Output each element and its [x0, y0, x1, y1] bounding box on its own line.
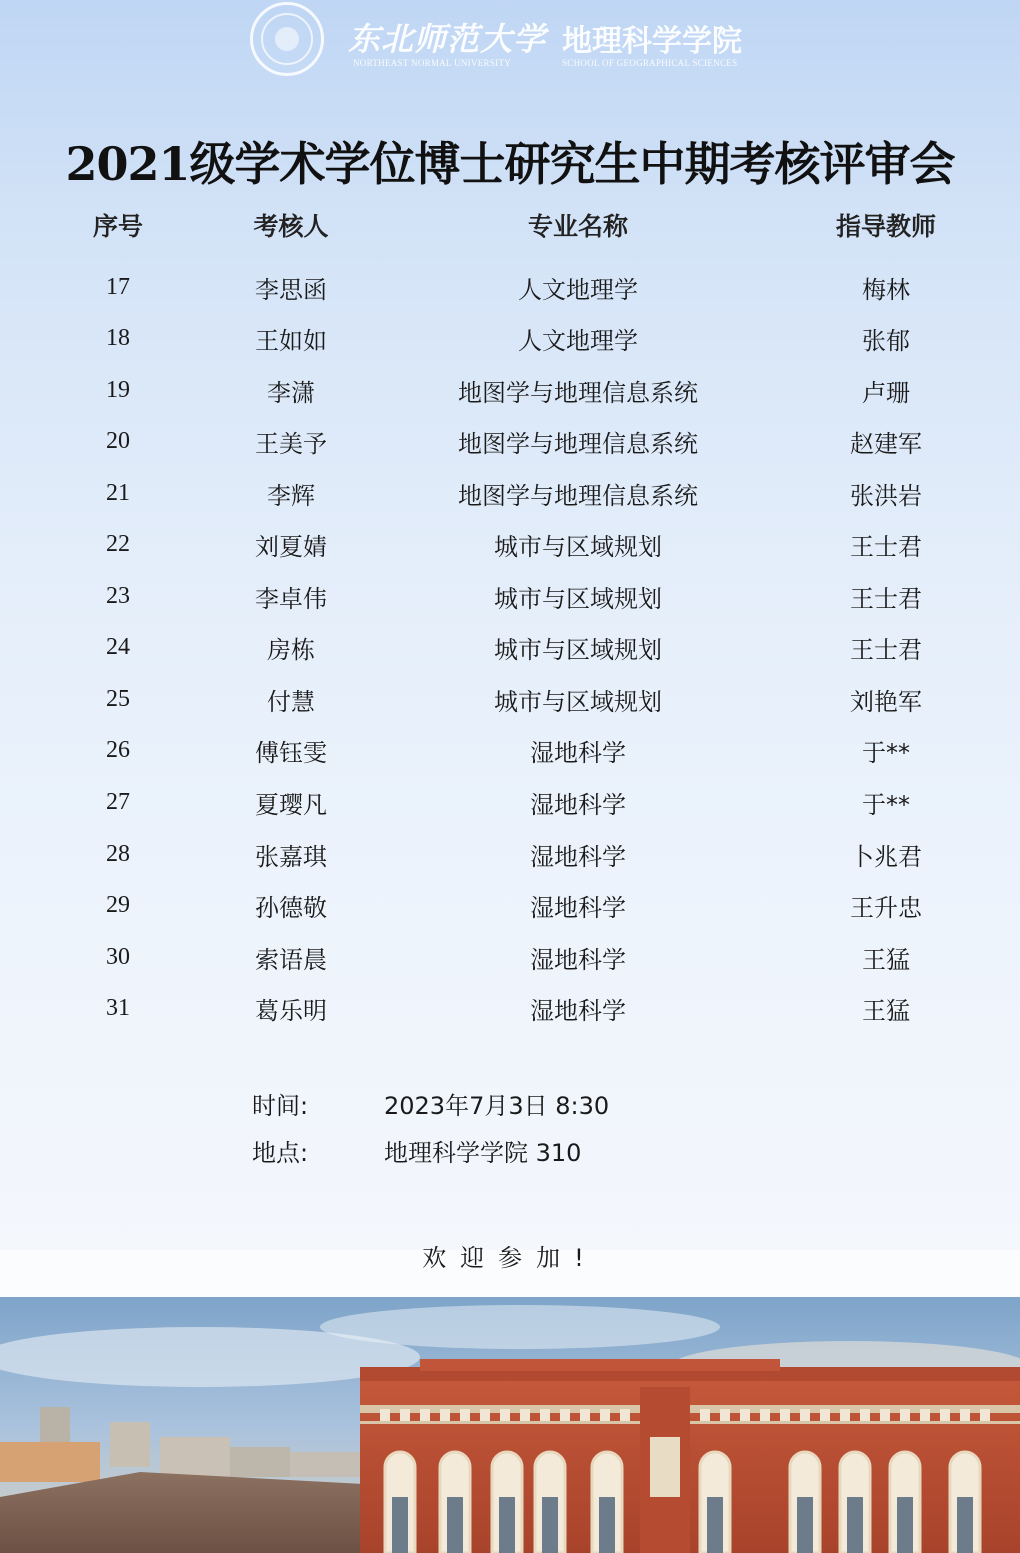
table-row [0, 682, 1020, 722]
row-major: 湿地科学 [530, 791, 626, 819]
row-major: 地图学与地理信息系统 [458, 430, 698, 458]
row-name: 索语晨 [255, 946, 327, 974]
table-row [0, 270, 1020, 310]
row-advisor: 于** [862, 739, 910, 767]
table-row [0, 733, 1020, 773]
row-name: 李潇 [267, 379, 315, 407]
time-value: 2023年7月3日 8:30 [384, 1092, 610, 1120]
row-name: 王美予 [255, 430, 327, 458]
place-value: 地理科学学院 310 [384, 1139, 582, 1167]
row-name: 夏璎凡 [255, 791, 327, 819]
row-number: 19 [106, 377, 130, 403]
school-name-en: SCHOOL OF GEOGRAPHICAL SCIENCES [562, 58, 738, 68]
header-major: 专业名称 [527, 212, 628, 241]
row-name: 张嘉琪 [255, 843, 327, 871]
row-name: 王如如 [255, 327, 327, 355]
header-name: 考核人 [253, 212, 329, 241]
row-major: 城市与区域规划 [494, 585, 662, 613]
row-advisor: 刘艳军 [850, 688, 922, 716]
row-advisor: 王士君 [850, 585, 922, 613]
header-number: 序号 [92, 212, 143, 241]
row-advisor: 王士君 [850, 636, 922, 664]
row-number: 25 [106, 686, 130, 712]
time-label: 时间: [252, 1092, 309, 1120]
row-major: 人文地理学 [518, 276, 638, 304]
table-row [0, 940, 1020, 980]
row-name: 孙德敬 [255, 894, 327, 922]
school-name-cn: 地理科学学院 [562, 24, 742, 59]
university-name-cn: 东北师范大学 [348, 20, 547, 58]
row-major: 湿地科学 [530, 843, 626, 871]
row-number: 31 [106, 995, 130, 1021]
table-row [0, 579, 1020, 619]
row-number: 21 [106, 480, 130, 506]
row-advisor: 于** [862, 791, 910, 819]
row-advisor: 王士君 [850, 533, 922, 561]
row-advisor: 张郁 [862, 327, 910, 355]
row-name: 李辉 [267, 482, 315, 510]
university-seal-icon [250, 2, 324, 76]
header-advisor: 指导教师 [835, 212, 936, 241]
table-row [0, 476, 1020, 516]
row-major: 湿地科学 [530, 894, 626, 922]
table-row [0, 527, 1020, 567]
row-major: 城市与区域规划 [494, 688, 662, 716]
page-title: 2021级学术学位博士研究生中期考核评审会 [65, 137, 955, 191]
university-name-en: NORTHEAST NORMAL UNIVERSITY [353, 58, 512, 68]
row-advisor: 卢珊 [862, 379, 910, 407]
row-advisor: 卜兆君 [850, 843, 922, 871]
welcome-text: 欢迎参加! [422, 1244, 598, 1272]
row-advisor: 王猛 [862, 997, 910, 1025]
row-major: 城市与区域规划 [494, 533, 662, 561]
campus-building-photo [0, 1297, 1020, 1553]
row-major: 地图学与地理信息系统 [458, 379, 698, 407]
row-name: 付慧 [267, 688, 315, 716]
row-major: 地图学与地理信息系统 [458, 482, 698, 510]
row-major: 人文地理学 [518, 327, 638, 355]
row-advisor: 王升忠 [850, 894, 922, 922]
row-number: 30 [106, 944, 130, 970]
row-number: 28 [106, 841, 130, 867]
row-number: 22 [106, 531, 130, 557]
row-name: 葛乐明 [255, 997, 327, 1025]
table-row [0, 837, 1020, 877]
row-advisor: 王猛 [862, 946, 910, 974]
table-row [0, 373, 1020, 413]
table-row [0, 321, 1020, 361]
row-number: 26 [106, 737, 130, 763]
table-row [0, 424, 1020, 464]
place-label: 地点: [252, 1139, 309, 1167]
row-name: 刘夏婧 [255, 533, 327, 561]
row-name: 傅钰雯 [255, 739, 327, 767]
row-number: 17 [106, 274, 130, 300]
row-name: 房栋 [267, 636, 315, 664]
row-number: 23 [106, 583, 130, 609]
row-advisor: 张洪岩 [850, 482, 922, 510]
row-number: 18 [106, 325, 130, 351]
row-major: 湿地科学 [530, 946, 626, 974]
row-major: 城市与区域规划 [494, 636, 662, 664]
table-row [0, 630, 1020, 670]
row-major: 湿地科学 [530, 997, 626, 1025]
row-major: 湿地科学 [530, 739, 626, 767]
row-advisor: 梅林 [862, 276, 910, 304]
row-name: 李思函 [255, 276, 327, 304]
table-row [0, 785, 1020, 825]
row-number: 29 [106, 892, 130, 918]
row-name: 李卓伟 [255, 585, 327, 613]
row-number: 20 [106, 428, 130, 454]
row-number: 24 [106, 634, 130, 660]
table-row [0, 991, 1020, 1031]
row-advisor: 赵建军 [850, 430, 922, 458]
row-number: 27 [106, 789, 130, 815]
table-row [0, 888, 1020, 928]
